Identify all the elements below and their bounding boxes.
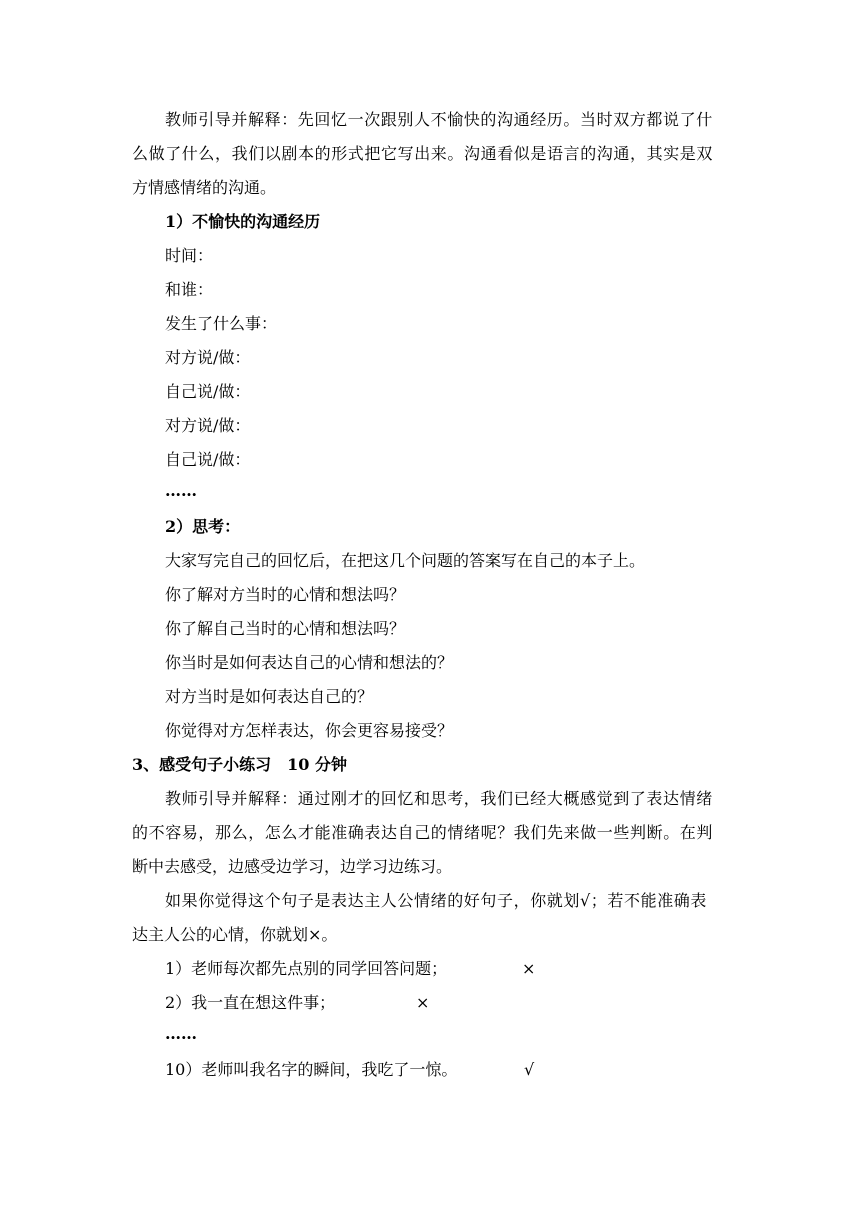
section2-heading: 2）思考： [165, 517, 241, 536]
field-self-said-1: 自己说/做： [165, 382, 251, 401]
section3-para2-line-1: 如果你觉得这个句子是表达主人公情绪的好句子，你就划√；若不能准确表 [165, 891, 707, 910]
exercise-item-text: 2）我一直在想这件事； [165, 993, 336, 1012]
section2-line: 你了解自己当时的心情和想法吗？ [165, 619, 406, 638]
field-time: 时间： [165, 246, 214, 265]
exercise-item-mark: × [522, 959, 536, 978]
section1-ellipsis: …… [165, 481, 197, 500]
field-other-said-2: 对方说/做： [165, 416, 251, 435]
section2-line: 大家写完自己的回忆后，在把这几个问题的答案写在自己的本子上。 [165, 551, 646, 570]
section2-line: 你了解对方当时的心情和想法吗？ [165, 585, 406, 604]
exercise-item-mark: × [416, 993, 430, 1012]
field-other-said-1: 对方说/做： [165, 348, 251, 367]
exercise-item-text: 1）老师每次都先点别的同学回答问题； [165, 959, 448, 978]
field-self-said-2: 自己说/做： [165, 450, 251, 469]
section3-para1-line-1: 教师引导并解释：通过刚才的回忆和思考，我们已经大概感觉到了表达情绪 [165, 789, 713, 808]
section1-heading: 1）不愉快的沟通经历 [165, 212, 321, 231]
section3-para2-line-2: 达主人公的心情，你就划×。 [132, 925, 338, 944]
section3-para1-line-3: 断中去感受，边感受边学习，边学习边练习。 [132, 857, 453, 876]
section2-line: 对方当时是如何表达自己的？ [165, 687, 374, 706]
exercise-item-text: 10）老师叫我名字的瞬间，我吃了一惊。 [165, 1060, 458, 1079]
exercise-ellipsis: …… [165, 1024, 197, 1043]
intro-line-3: 方情感情绪的沟通。 [132, 178, 277, 197]
section2-line: 你当时是如何表达自己的心情和想法的？ [165, 653, 454, 672]
field-what-happened: 发生了什么事： [165, 314, 278, 333]
section2-line: 你觉得对方怎样表达，你会更容易接受？ [165, 721, 454, 740]
intro-line-2: 么做了什么，我们以剧本的形式把它写出来。沟通看似是语言的沟通，其实是双 [132, 144, 714, 163]
section3-heading: 3、感受句子小练习 10 分钟 [132, 755, 347, 774]
field-with-whom: 和谁： [165, 280, 214, 299]
section3-para1-line-2: 的不容易，那么，怎么才能准确表达自己的情绪呢？我们先来做一些判断。在判 [132, 823, 714, 842]
exercise-item-mark: √ [524, 1060, 535, 1079]
intro-line-1: 教师引导并解释：先回忆一次跟别人不愉快的沟通经历。当时双方都说了什 [165, 110, 713, 129]
